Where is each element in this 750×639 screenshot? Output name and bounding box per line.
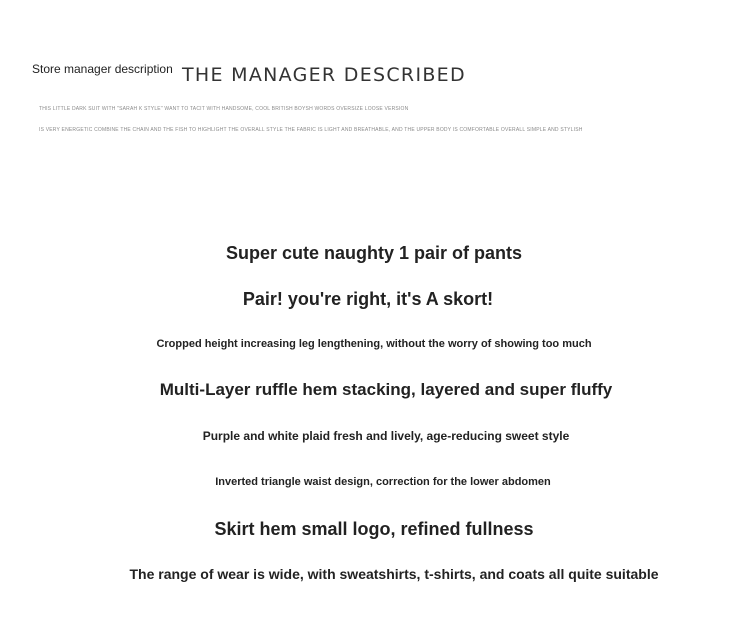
description-line: The range of wear is wide, with sweatshirts, t-shirts, and coats all quite suitable xyxy=(129,566,659,582)
description-line: Inverted triangle waist design, correction for the lower abdomen xyxy=(215,476,551,488)
description-line: Multi-Layer ruffle hem stacking, layered and super fluffy xyxy=(159,380,613,399)
description-line: Cropped height increasing leg lengthening, without the worry of showing too much xyxy=(156,338,592,350)
fine-print-line: THIS LITTLE DARK SUIT WITH "SARAH K STYLE" WANT TO TACIT WITH HANDSOME, COOL BRITISH BOYSH WORDS OVERSIZE LOOSE VERSION xyxy=(39,106,409,112)
description-line: Purple and white plaid fresh and lively, age-reducing sweet style xyxy=(202,429,570,443)
fine-print-line: IS VERY ENERGETIC COMBINE THE CHAIN AND THE FISH TO HIGHLIGHT THE OVERALL STYLE THE FABRIC IS LIGHT AND BREATHABLE, AND THE UPPER BODY IS COMFORTABLE OVERALL SIMPLE AND STYLISH xyxy=(39,127,583,133)
store-manager-label: Store manager description xyxy=(32,62,173,76)
description-line: Skirt hem small logo, refined fullness xyxy=(214,519,534,539)
description-line: Pair! you're right, it's A skort! xyxy=(242,289,494,309)
manager-described-title: THE MANAGER DESCRIBED xyxy=(182,64,466,86)
description-line: Super cute naughty 1 pair of pants xyxy=(225,243,523,263)
